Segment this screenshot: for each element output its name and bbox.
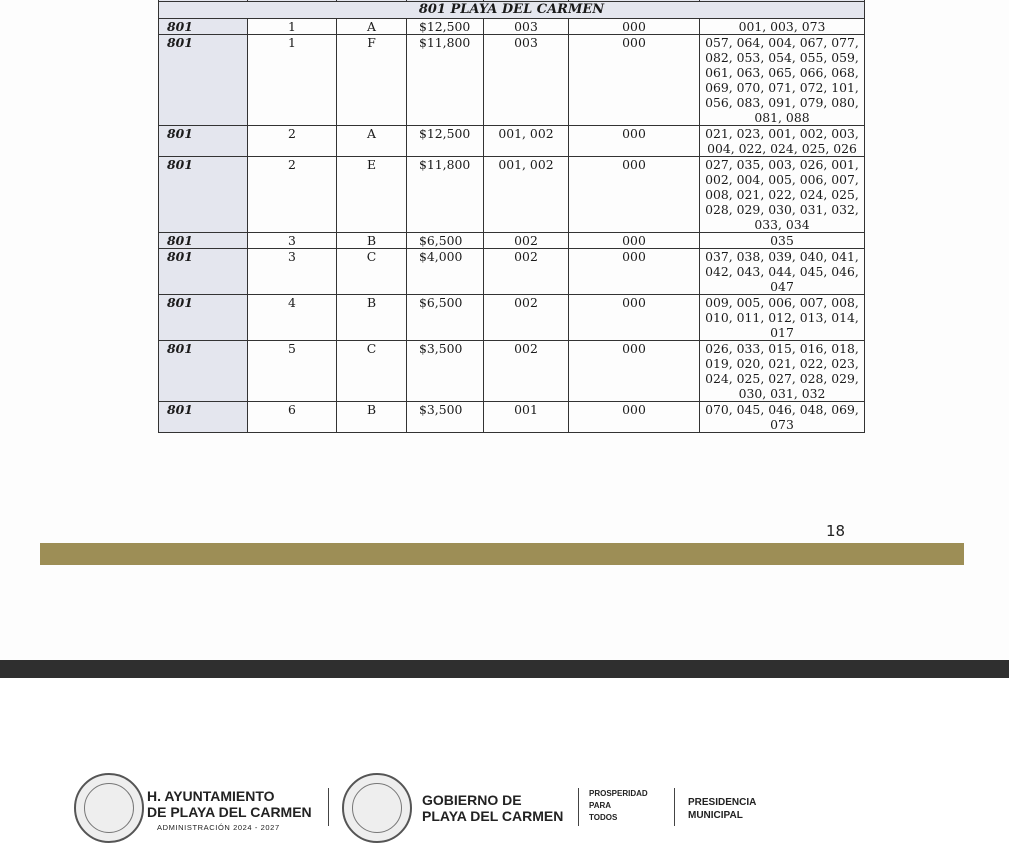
gobierno-seal-icon xyxy=(342,773,412,843)
region-cell: 801 xyxy=(159,126,248,157)
pres-line1: PRESIDENCIA xyxy=(688,797,757,808)
table-row xyxy=(159,249,865,295)
section-title: 801 PLAYA DEL CARMEN xyxy=(159,2,865,19)
type-cell: B xyxy=(337,295,407,341)
region-cell: 801 xyxy=(159,233,248,249)
ayuntamiento-seal-icon xyxy=(74,773,144,843)
slogan xyxy=(589,788,648,824)
value-cell: $12,500 xyxy=(407,19,484,35)
zone-cell: 2 xyxy=(248,126,337,157)
value-cell: $12,500 xyxy=(407,126,484,157)
keys-cell: 037, 038, 039, 040, 041, 042, 043, 044, 045, 046, 047 xyxy=(700,249,865,295)
org1-admin-period: ADMINISTRACIÓN 2024 - 2027 xyxy=(157,823,280,832)
table-row xyxy=(159,19,865,35)
code-cell: 000 xyxy=(569,35,700,126)
zone-cell: 1 xyxy=(248,35,337,126)
table-row xyxy=(159,233,865,249)
table-row xyxy=(159,295,865,341)
code-cell: 000 xyxy=(569,126,700,157)
zone-cell: 4 xyxy=(248,295,337,341)
type-cell: B xyxy=(337,402,407,433)
index-cell: 003 xyxy=(484,35,569,126)
code-cell: 000 xyxy=(569,157,700,233)
footer-logos xyxy=(0,770,1009,840)
ayuntamiento-name xyxy=(147,788,312,836)
value-cell: $6,500 xyxy=(407,233,484,249)
type-cell: A xyxy=(337,19,407,35)
region-cell: 801 xyxy=(159,19,248,35)
type-cell: B xyxy=(337,233,407,249)
index-cell: 002 xyxy=(484,295,569,341)
value-cell: $11,800 xyxy=(407,157,484,233)
keys-cell: 001, 003, 073 xyxy=(700,19,865,35)
zone-cell: 6 xyxy=(248,402,337,433)
page-number: 18 xyxy=(826,522,846,540)
code-cell: 000 xyxy=(569,19,700,35)
gobierno-name xyxy=(422,792,563,824)
index-cell: 002 xyxy=(484,233,569,249)
value-cell: $11,800 xyxy=(407,35,484,126)
table-row xyxy=(159,35,865,126)
slogan-line3: TODOS xyxy=(589,813,618,822)
value-cell: $6,500 xyxy=(407,295,484,341)
index-cell: 002 xyxy=(484,249,569,295)
divider xyxy=(328,788,329,826)
keys-cell: 070, 045, 046, 048, 069, 073 xyxy=(700,402,865,433)
keys-cell: 026, 033, 015, 016, 018, 019, 020, 021, 022, 023, 024, 025, 027, 028, 029, 030, 031, 032 xyxy=(700,341,865,402)
org2-line1: GOBIERNO DE xyxy=(422,792,522,808)
index-cell: 001, 002 xyxy=(484,126,569,157)
code-cell: 000 xyxy=(569,341,700,402)
keys-cell: 035 xyxy=(700,233,865,249)
type-cell: C xyxy=(337,341,407,402)
section-header-row xyxy=(159,2,865,19)
type-cell: C xyxy=(337,249,407,295)
slogan-line1: PROSPERIDAD xyxy=(589,789,648,798)
divider xyxy=(674,788,675,826)
region-cell: 801 xyxy=(159,341,248,402)
zone-cell: 3 xyxy=(248,249,337,295)
zone-cell: 1 xyxy=(248,19,337,35)
code-cell: 000 xyxy=(569,295,700,341)
keys-cell: 021, 023, 001, 002, 003, 004, 022, 024, 025, 026 xyxy=(700,126,865,157)
code-cell: 000 xyxy=(569,402,700,433)
region-cell: 801 xyxy=(159,402,248,433)
index-cell: 001, 002 xyxy=(484,157,569,233)
page-divider xyxy=(0,660,1009,678)
slogan-line2: PARA xyxy=(589,801,612,810)
code-cell: 000 xyxy=(569,249,700,295)
org2-line2: PLAYA DEL CARMEN xyxy=(422,808,564,824)
index-cell: 003 xyxy=(484,19,569,35)
region-cell: 801 xyxy=(159,295,248,341)
region-cell: 801 xyxy=(159,157,248,233)
zone-cell: 2 xyxy=(248,157,337,233)
footer-band xyxy=(40,543,964,565)
presidencia-label xyxy=(688,796,756,822)
value-cell: $3,500 xyxy=(407,402,484,433)
type-cell: F xyxy=(337,35,407,126)
code-cell: 000 xyxy=(569,233,700,249)
valuation-table xyxy=(158,0,865,433)
zone-cell: 3 xyxy=(248,233,337,249)
table-row xyxy=(159,157,865,233)
index-cell: 002 xyxy=(484,341,569,402)
type-cell: E xyxy=(337,157,407,233)
type-cell: A xyxy=(337,126,407,157)
zone-cell: 5 xyxy=(248,341,337,402)
pres-line2: MUNICIPAL xyxy=(688,810,743,821)
value-cell: $3,500 xyxy=(407,341,484,402)
table-row xyxy=(159,126,865,157)
keys-cell: 057, 064, 004, 067, 077, 082, 053, 054, 055, 059, 061, 063, 065, 066, 068, 069, 070, 071, 072, 101, 056, 083, 091, 079, 080, 081, 088 xyxy=(700,35,865,126)
org1-line1: H. AYUNTAMIENTO xyxy=(147,788,275,804)
region-cell: 801 xyxy=(159,249,248,295)
keys-cell: 009, 005, 006, 007, 008, 010, 011, 012, 013, 014, 017 xyxy=(700,295,865,341)
index-cell: 001 xyxy=(484,402,569,433)
divider xyxy=(578,788,579,826)
value-cell: $4,000 xyxy=(407,249,484,295)
keys-cell: 027, 035, 003, 026, 001, 002, 004, 005, 006, 007, 008, 021, 022, 024, 025, 028, 029, 030, 031, 032, 033, 034 xyxy=(700,157,865,233)
region-cell: 801 xyxy=(159,35,248,126)
table-row xyxy=(159,341,865,402)
table-row xyxy=(159,402,865,433)
org1-line2: DE PLAYA DEL CARMEN xyxy=(147,804,312,820)
